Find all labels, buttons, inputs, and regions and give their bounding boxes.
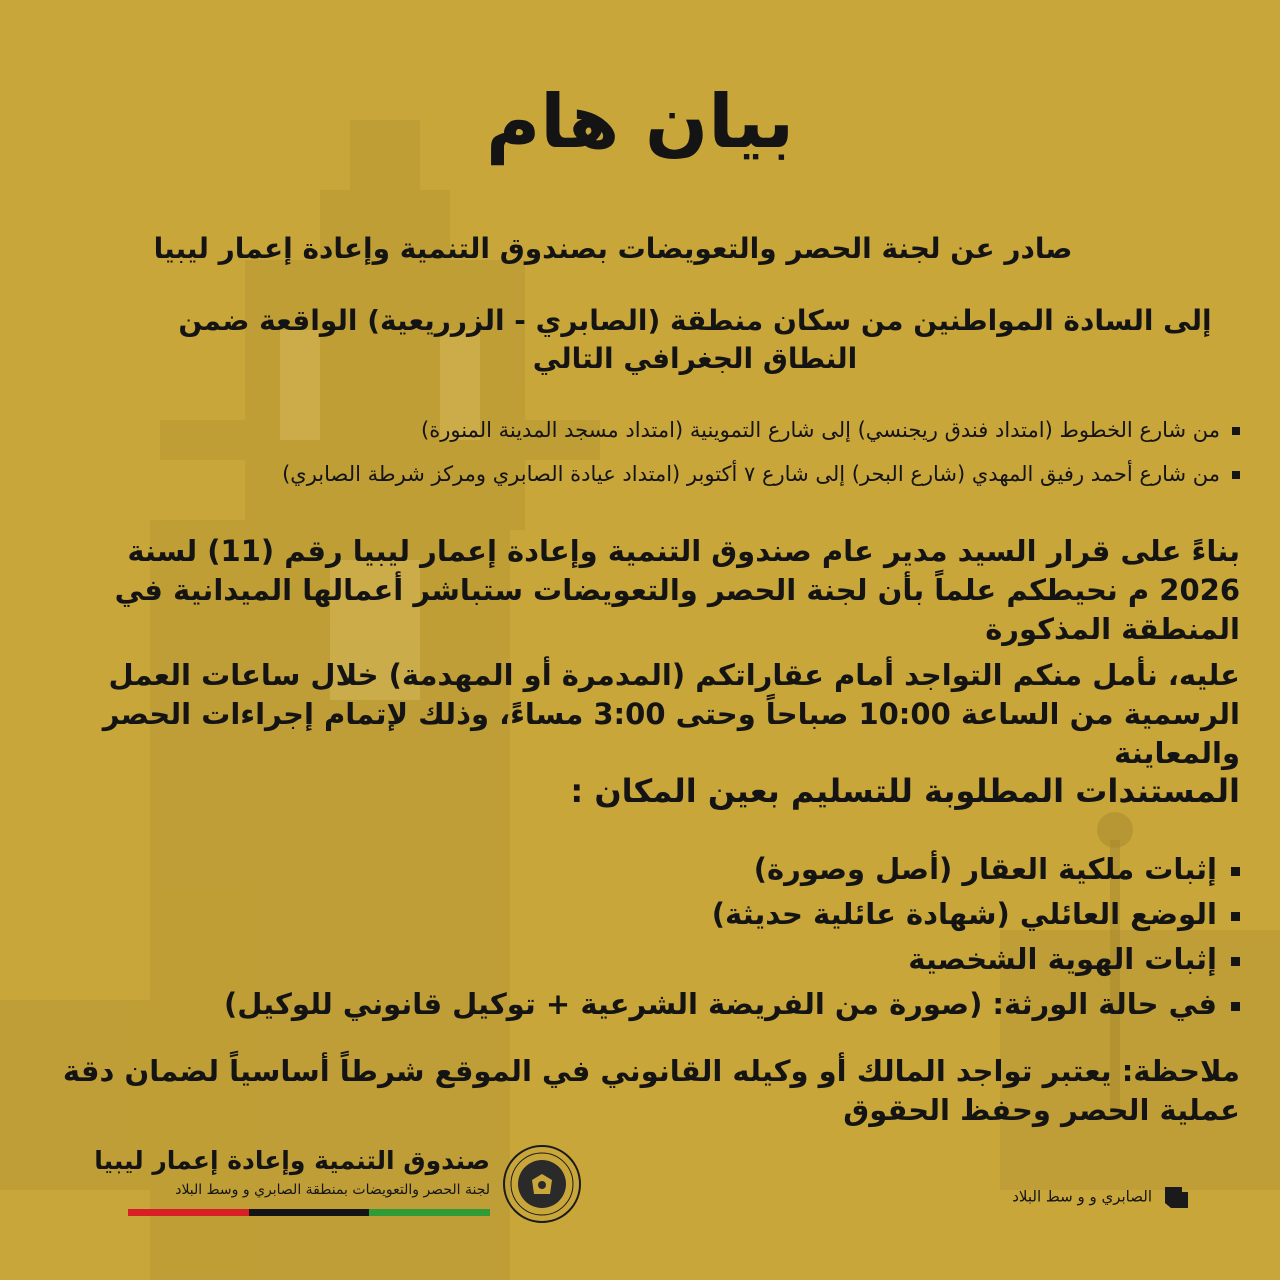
bullet-square-icon (1232, 427, 1240, 435)
bullet-square-icon (1231, 912, 1240, 921)
organization-name: صندوق التنمية وإعادة إعمار ليبيا (94, 1146, 490, 1175)
libya-map-icon (1162, 1184, 1190, 1210)
list-item (60, 418, 1240, 442)
street-range-text: من شارع أحمد رفيق المهدي (شارع البحر) إلى شارع ٧ أكتوبر (امتداد عيادة الصابري ومركز شرطة الصابري) (282, 462, 1220, 486)
flag-color-bar (128, 1209, 490, 1216)
document-text: إثبات الهوية الشخصية (908, 942, 1217, 977)
emblem-seal-icon (502, 1144, 582, 1224)
committee-name: لجنة الحصر والتعويضات بمنطقة الصابري و وسط البلاد (175, 1182, 490, 1198)
flag-stripe-red (128, 1209, 249, 1216)
list-item (60, 462, 1240, 486)
document-text: الوضع العائلي (شهادة عائلية حديثة) (711, 897, 1217, 932)
flag-stripe-green (369, 1209, 490, 1216)
flag-stripe-black (249, 1209, 370, 1216)
footer-organization (90, 1146, 490, 1198)
decision-paragraph: بناءً على قرار السيد مدير عام صندوق التنمية وإعادة إعمار ليبيا رقم (11) لسنة 2026 م نحيطكم علماً بأن لجنة الحصر والتعويضات ستباشر أعمالها الميدانية في المنطقة المذكورة (114, 534, 1240, 647)
document-text: في حالة الورثة: (صورة من الفريضة الشرعية + توكيل قانوني للوكيل) (224, 987, 1217, 1022)
location-label (900, 1184, 1190, 1214)
list-item (40, 940, 1240, 979)
page-title: بيان هام (485, 79, 795, 165)
note-paragraph: ملاحظة: يعتبر تواجد المالك أو وكيله القانوني في الموقع شرطاً أساسياً لضمان دقة عملية الحصر وحفظ الحقوق (62, 1054, 1240, 1128)
documents-heading: المستندات المطلوبة للتسليم بعين المكان : (570, 772, 1240, 810)
street-range-list (60, 418, 1240, 506)
document-text: إثبات ملكية العقار (أصل وصورة) (753, 852, 1217, 886)
recipients-line: إلى السادة المواطنين من سكان منطقة (الصابري - الزرريعية) الواقعة ضمن النطاق الجغرافي التالي (178, 304, 1212, 375)
bullet-square-icon (1232, 471, 1240, 479)
list-item (40, 850, 1240, 889)
bullet-square-icon (1231, 1002, 1240, 1011)
bullet-square-icon (1231, 957, 1240, 966)
issuer-line: صادر عن لجنة الحصر والتعويضات بصندوق التنمية وإعادة إعمار ليبيا (153, 232, 1073, 265)
list-item (40, 985, 1240, 1024)
bullet-square-icon (1231, 867, 1240, 876)
request-paragraph: عليه، نأمل منكم التواجد أمام عقاراتكم (المدمرة أو المهدمة) خلال ساعات العمل الرسمية من الساعة 10:00 صباحاً وحتى 3:00 مساءً، وذلك لإتمام إجراءات الحصر والمعاينة (102, 658, 1240, 771)
list-item (40, 895, 1240, 934)
location-text: الصابري و و سط البلاد (1012, 1187, 1152, 1206)
documents-list (40, 850, 1240, 1031)
street-range-text: من شارع الخطوط (امتداد فندق ريجنسي) إلى شارع التموينية (امتداد مسجد المدينة المنورة) (421, 418, 1220, 442)
